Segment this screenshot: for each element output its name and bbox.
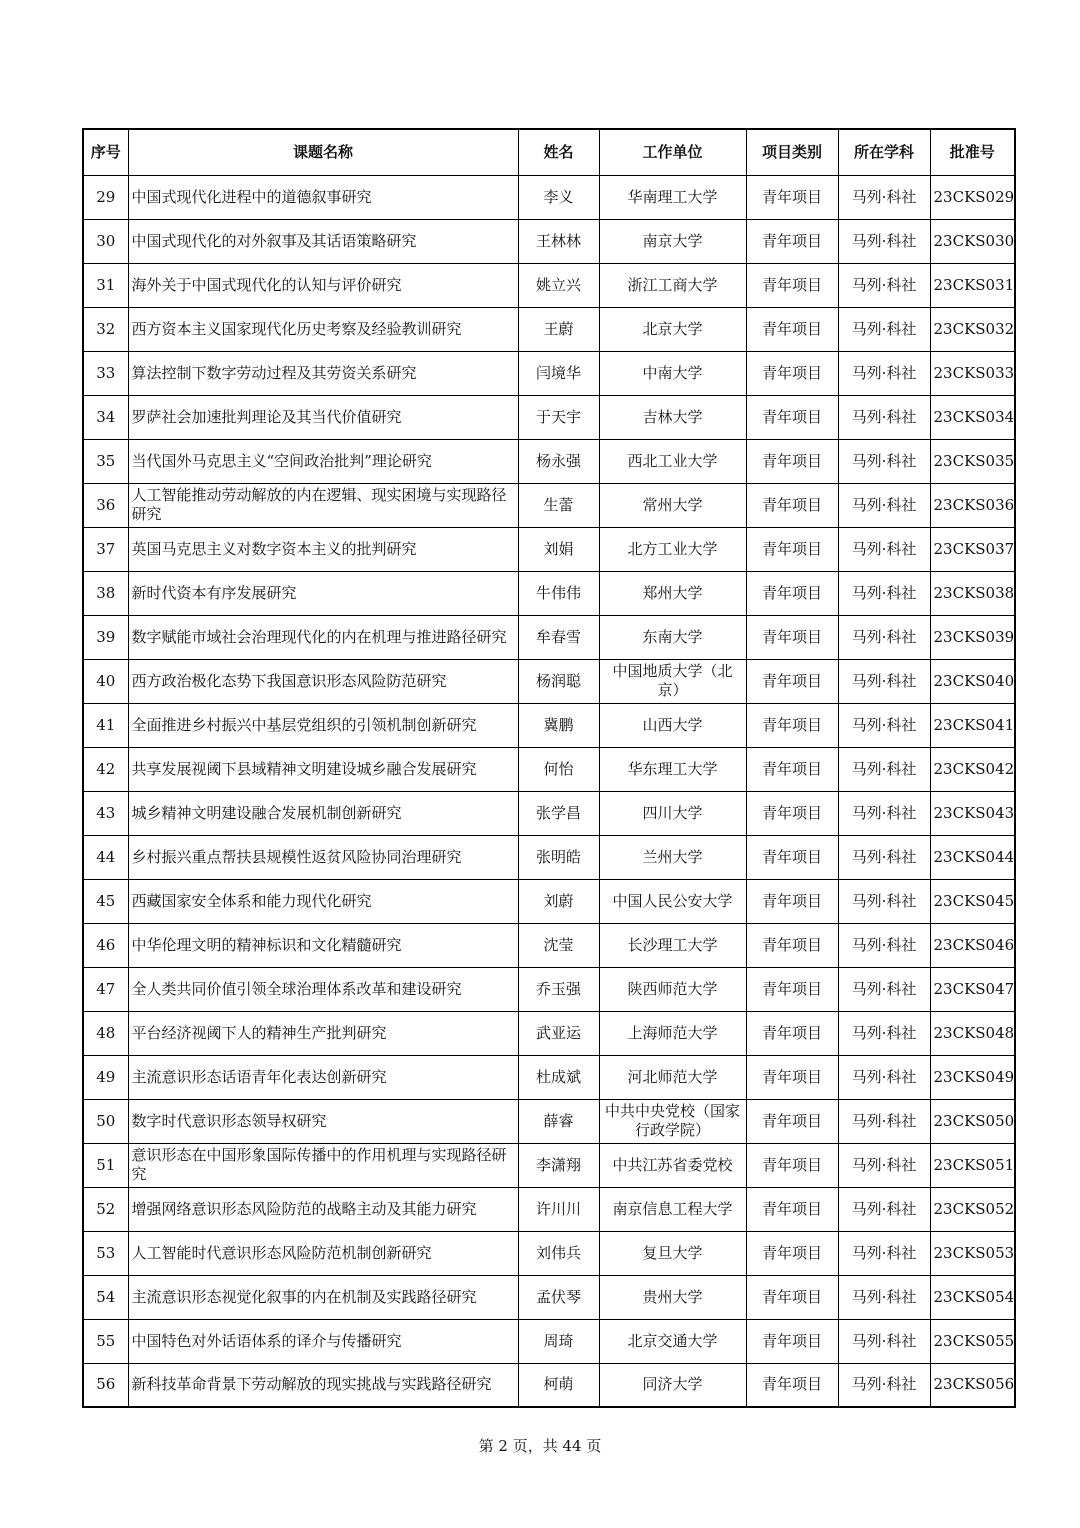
table-row (83, 923, 1015, 967)
cell-subject: 马列·科社 (838, 1099, 930, 1143)
cell-unit: 南京大学 (599, 219, 746, 263)
cell-unit: 中国人民公安大学 (599, 879, 746, 923)
cell-subject: 马列·科社 (838, 1187, 930, 1231)
cell-index: 42 (83, 747, 128, 791)
cell-subject: 马列·科社 (838, 439, 930, 483)
cell-subject: 马列·科社 (838, 791, 930, 835)
cell-approval-no: 23CKS046 (930, 923, 1015, 967)
cell-index: 29 (83, 175, 128, 219)
cell-approval-no: 23CKS031 (930, 263, 1015, 307)
table-row (83, 1055, 1015, 1099)
cell-category: 青年项目 (746, 1055, 838, 1099)
cell-subject: 马列·科社 (838, 615, 930, 659)
cell-name: 姚立兴 (518, 263, 599, 307)
cell-approval-no: 23CKS032 (930, 307, 1015, 351)
cell-approval-no: 23CKS030 (930, 219, 1015, 263)
cell-name: 牟春雪 (518, 615, 599, 659)
table-row (83, 1187, 1015, 1231)
cell-title: 新时代资本有序发展研究 (128, 571, 518, 615)
cell-category: 青年项目 (746, 1319, 838, 1363)
cell-approval-no: 23CKS051 (930, 1143, 1015, 1187)
cell-category: 青年项目 (746, 1011, 838, 1055)
cell-approval-no: 23CKS045 (930, 879, 1015, 923)
cell-unit: 华东理工大学 (599, 747, 746, 791)
cell-category: 青年项目 (746, 1275, 838, 1319)
table-row (83, 175, 1015, 219)
cell-category: 青年项目 (746, 351, 838, 395)
cell-name: 刘伟兵 (518, 1231, 599, 1275)
cell-index: 49 (83, 1055, 128, 1099)
cell-index: 36 (83, 483, 128, 527)
table-row (83, 747, 1015, 791)
cell-unit: 长沙理工大学 (599, 923, 746, 967)
cell-approval-no: 23CKS047 (930, 967, 1015, 1011)
cell-title: 中华伦理文明的精神标识和文化精髓研究 (128, 923, 518, 967)
table-row (83, 307, 1015, 351)
cell-name: 杨润聪 (518, 659, 599, 703)
cell-unit: 兰州大学 (599, 835, 746, 879)
cell-subject: 马列·科社 (838, 835, 930, 879)
cell-approval-no: 23CKS053 (930, 1231, 1015, 1275)
cell-name: 周琦 (518, 1319, 599, 1363)
cell-approval-no: 23CKS048 (930, 1011, 1015, 1055)
cell-index: 51 (83, 1143, 128, 1187)
header-title: 课题名称 (128, 129, 518, 175)
cell-index: 47 (83, 967, 128, 1011)
cell-unit: 南京信息工程大学 (599, 1187, 746, 1231)
cell-category: 青年项目 (746, 1363, 838, 1407)
cell-subject: 马列·科社 (838, 1363, 930, 1407)
cell-index: 52 (83, 1187, 128, 1231)
cell-unit: 陕西师范大学 (599, 967, 746, 1011)
cell-index: 34 (83, 395, 128, 439)
cell-category: 青年项目 (746, 703, 838, 747)
cell-unit: 同济大学 (599, 1363, 746, 1407)
cell-category: 青年项目 (746, 263, 838, 307)
cell-subject: 马列·科社 (838, 1231, 930, 1275)
cell-index: 40 (83, 659, 128, 703)
cell-unit: 北京大学 (599, 307, 746, 351)
cell-subject: 马列·科社 (838, 659, 930, 703)
table-row (83, 835, 1015, 879)
cell-index: 45 (83, 879, 128, 923)
cell-index: 44 (83, 835, 128, 879)
cell-approval-no: 23CKS035 (930, 439, 1015, 483)
cell-title: 算法控制下数字劳动过程及其劳资关系研究 (128, 351, 518, 395)
cell-name: 李义 (518, 175, 599, 219)
table-row (83, 263, 1015, 307)
table-body (83, 175, 1015, 1407)
cell-title: 全人类共同价值引领全球治理体系改革和建设研究 (128, 967, 518, 1011)
cell-index: 46 (83, 923, 128, 967)
table-row (83, 615, 1015, 659)
cell-approval-no: 23CKS037 (930, 527, 1015, 571)
cell-category: 青年项目 (746, 659, 838, 703)
cell-unit: 北京交通大学 (599, 1319, 746, 1363)
cell-name: 李潇翔 (518, 1143, 599, 1187)
cell-name: 于天宇 (518, 395, 599, 439)
cell-title: 新科技革命背景下劳动解放的现实挑战与实践路径研究 (128, 1363, 518, 1407)
cell-name: 生蕾 (518, 483, 599, 527)
cell-subject: 马列·科社 (838, 879, 930, 923)
table-row (83, 527, 1015, 571)
cell-unit: 东南大学 (599, 615, 746, 659)
cell-subject: 马列·科社 (838, 395, 930, 439)
cell-subject: 马列·科社 (838, 219, 930, 263)
cell-name: 王林林 (518, 219, 599, 263)
cell-category: 青年项目 (746, 571, 838, 615)
cell-approval-no: 23CKS042 (930, 747, 1015, 791)
cell-name: 王蔚 (518, 307, 599, 351)
cell-index: 35 (83, 439, 128, 483)
header-category: 项目类别 (746, 129, 838, 175)
cell-unit: 北方工业大学 (599, 527, 746, 571)
cell-approval-no: 23CKS039 (930, 615, 1015, 659)
cell-title: 城乡精神文明建设融合发展机制创新研究 (128, 791, 518, 835)
cell-name: 何怡 (518, 747, 599, 791)
cell-title: 意识形态在中国形象国际传播中的作用机理与实现路径研究 (128, 1143, 518, 1187)
table-row (83, 351, 1015, 395)
cell-approval-no: 23CKS036 (930, 483, 1015, 527)
cell-subject: 马列·科社 (838, 263, 930, 307)
project-table (82, 128, 1016, 1408)
cell-index: 38 (83, 571, 128, 615)
cell-subject: 马列·科社 (838, 1143, 930, 1187)
cell-unit: 常州大学 (599, 483, 746, 527)
cell-unit: 中国地质大学（北京） (599, 659, 746, 703)
cell-title: 西方资本主义国家现代化历史考察及经验教训研究 (128, 307, 518, 351)
cell-subject: 马列·科社 (838, 1319, 930, 1363)
table-row (83, 967, 1015, 1011)
cell-name: 刘娟 (518, 527, 599, 571)
cell-index: 48 (83, 1011, 128, 1055)
cell-subject: 马列·科社 (838, 1275, 930, 1319)
table-row (83, 1143, 1015, 1187)
header-index: 序号 (83, 129, 128, 175)
cell-name: 杜成斌 (518, 1055, 599, 1099)
table-row (83, 703, 1015, 747)
cell-unit: 四川大学 (599, 791, 746, 835)
table-row (83, 791, 1015, 835)
cell-name: 张学昌 (518, 791, 599, 835)
cell-title: 西藏国家安全体系和能力现代化研究 (128, 879, 518, 923)
cell-index: 53 (83, 1231, 128, 1275)
cell-subject: 马列·科社 (838, 747, 930, 791)
cell-subject: 马列·科社 (838, 923, 930, 967)
cell-title: 人工智能推动劳动解放的内在逻辑、现实困境与实现路径研究 (128, 483, 518, 527)
cell-title: 中国特色对外话语体系的译介与传播研究 (128, 1319, 518, 1363)
cell-unit: 浙江工商大学 (599, 263, 746, 307)
cell-unit: 上海师范大学 (599, 1011, 746, 1055)
cell-name: 杨永强 (518, 439, 599, 483)
cell-unit: 中共江苏省委党校 (599, 1143, 746, 1187)
cell-title: 当代国外马克思主义“空间政治批判”理论研究 (128, 439, 518, 483)
cell-title: 数字赋能市域社会治理现代化的内在机理与推进路径研究 (128, 615, 518, 659)
cell-name: 柯萌 (518, 1363, 599, 1407)
cell-approval-no: 23CKS049 (930, 1055, 1015, 1099)
cell-category: 青年项目 (746, 527, 838, 571)
cell-subject: 马列·科社 (838, 1011, 930, 1055)
cell-unit: 华南理工大学 (599, 175, 746, 219)
cell-title: 主流意识形态视觉化叙事的内在机制及实践路径研究 (128, 1275, 518, 1319)
cell-subject: 马列·科社 (838, 703, 930, 747)
cell-category: 青年项目 (746, 1231, 838, 1275)
cell-category: 青年项目 (746, 791, 838, 835)
cell-index: 33 (83, 351, 128, 395)
cell-category: 青年项目 (746, 1143, 838, 1187)
table-row (83, 219, 1015, 263)
table-row (83, 1011, 1015, 1055)
cell-index: 54 (83, 1275, 128, 1319)
cell-title: 共享发展视阈下县域精神文明建设城乡融合发展研究 (128, 747, 518, 791)
cell-category: 青年项目 (746, 395, 838, 439)
cell-subject: 马列·科社 (838, 571, 930, 615)
cell-unit: 西北工业大学 (599, 439, 746, 483)
cell-title: 增强网络意识形态风险防范的战略主动及其能力研究 (128, 1187, 518, 1231)
header-name: 姓名 (518, 129, 599, 175)
cell-index: 43 (83, 791, 128, 835)
table-row (83, 395, 1015, 439)
cell-subject: 马列·科社 (838, 175, 930, 219)
cell-name: 沈莹 (518, 923, 599, 967)
cell-name: 牛伟伟 (518, 571, 599, 615)
page-number: 第 2 页，共 44 页 (478, 1437, 602, 1455)
cell-category: 青年项目 (746, 835, 838, 879)
cell-category: 青年项目 (746, 175, 838, 219)
header-unit: 工作单位 (599, 129, 746, 175)
cell-index: 39 (83, 615, 128, 659)
cell-title: 海外关于中国式现代化的认知与评价研究 (128, 263, 518, 307)
cell-name: 薛睿 (518, 1099, 599, 1143)
table-row (83, 571, 1015, 615)
cell-unit: 河北师范大学 (599, 1055, 746, 1099)
cell-approval-no: 23CKS040 (930, 659, 1015, 703)
cell-title: 乡村振兴重点帮扶县规模性返贫风险协同治理研究 (128, 835, 518, 879)
cell-unit: 复旦大学 (599, 1231, 746, 1275)
cell-subject: 马列·科社 (838, 307, 930, 351)
cell-category: 青年项目 (746, 219, 838, 263)
cell-subject: 马列·科社 (838, 967, 930, 1011)
cell-approval-no: 23CKS054 (930, 1275, 1015, 1319)
cell-title: 数字时代意识形态领导权研究 (128, 1099, 518, 1143)
cell-category: 青年项目 (746, 1099, 838, 1143)
table-row (83, 1231, 1015, 1275)
cell-approval-no: 23CKS044 (930, 835, 1015, 879)
cell-unit: 吉林大学 (599, 395, 746, 439)
cell-category: 青年项目 (746, 747, 838, 791)
table-row (83, 483, 1015, 527)
cell-name: 张明皓 (518, 835, 599, 879)
cell-title: 中国式现代化的对外叙事及其话语策略研究 (128, 219, 518, 263)
cell-category: 青年项目 (746, 1187, 838, 1231)
table-row (83, 439, 1015, 483)
header-approval-no: 批准号 (930, 129, 1015, 175)
cell-index: 55 (83, 1319, 128, 1363)
cell-name: 武亚运 (518, 1011, 599, 1055)
cell-index: 50 (83, 1099, 128, 1143)
cell-category: 青年项目 (746, 879, 838, 923)
cell-title: 英国马克思主义对数字资本主义的批判研究 (128, 527, 518, 571)
cell-title: 全面推进乡村振兴中基层党组织的引领机制创新研究 (128, 703, 518, 747)
cell-index: 30 (83, 219, 128, 263)
cell-title: 平台经济视阈下人的精神生产批判研究 (128, 1011, 518, 1055)
cell-title: 主流意识形态话语青年化表达创新研究 (128, 1055, 518, 1099)
cell-name: 孟伏琴 (518, 1275, 599, 1319)
cell-category: 青年项目 (746, 967, 838, 1011)
cell-unit: 中共中央党校（国家行政学院） (599, 1099, 746, 1143)
cell-approval-no: 23CKS056 (930, 1363, 1015, 1407)
cell-subject: 马列·科社 (838, 483, 930, 527)
cell-category: 青年项目 (746, 483, 838, 527)
cell-title: 西方政治极化态势下我国意识形态风险防范研究 (128, 659, 518, 703)
cell-index: 31 (83, 263, 128, 307)
cell-category: 青年项目 (746, 923, 838, 967)
table-row (83, 879, 1015, 923)
cell-title: 罗萨社会加速批判理论及其当代价值研究 (128, 395, 518, 439)
cell-name: 闫境华 (518, 351, 599, 395)
cell-approval-no: 23CKS034 (930, 395, 1015, 439)
cell-approval-no: 23CKS041 (930, 703, 1015, 747)
cell-unit: 中南大学 (599, 351, 746, 395)
cell-name: 刘蔚 (518, 879, 599, 923)
cell-subject: 马列·科社 (838, 527, 930, 571)
table-header-row (83, 129, 1015, 175)
cell-unit: 山西大学 (599, 703, 746, 747)
cell-approval-no: 23CKS050 (930, 1099, 1015, 1143)
cell-index: 41 (83, 703, 128, 747)
cell-title: 中国式现代化进程中的道德叙事研究 (128, 175, 518, 219)
cell-subject: 马列·科社 (838, 1055, 930, 1099)
table-row (83, 1363, 1015, 1407)
cell-approval-no: 23CKS052 (930, 1187, 1015, 1231)
cell-approval-no: 23CKS033 (930, 351, 1015, 395)
table-row (83, 1275, 1015, 1319)
cell-index: 56 (83, 1363, 128, 1407)
cell-name: 许川川 (518, 1187, 599, 1231)
cell-category: 青年项目 (746, 439, 838, 483)
cell-approval-no: 23CKS029 (930, 175, 1015, 219)
cell-name: 冀鹏 (518, 703, 599, 747)
cell-approval-no: 23CKS043 (930, 791, 1015, 835)
cell-category: 青年项目 (746, 307, 838, 351)
cell-index: 37 (83, 527, 128, 571)
cell-approval-no: 23CKS055 (930, 1319, 1015, 1363)
cell-unit: 贵州大学 (599, 1275, 746, 1319)
cell-unit: 郑州大学 (599, 571, 746, 615)
header-subject: 所在学科 (838, 129, 930, 175)
table-row (83, 659, 1015, 703)
cell-category: 青年项目 (746, 615, 838, 659)
table-row (83, 1319, 1015, 1363)
table-row (83, 1099, 1015, 1143)
cell-subject: 马列·科社 (838, 351, 930, 395)
cell-index: 32 (83, 307, 128, 351)
cell-approval-no: 23CKS038 (930, 571, 1015, 615)
cell-name: 乔玉强 (518, 967, 599, 1011)
cell-title: 人工智能时代意识形态风险防范机制创新研究 (128, 1231, 518, 1275)
